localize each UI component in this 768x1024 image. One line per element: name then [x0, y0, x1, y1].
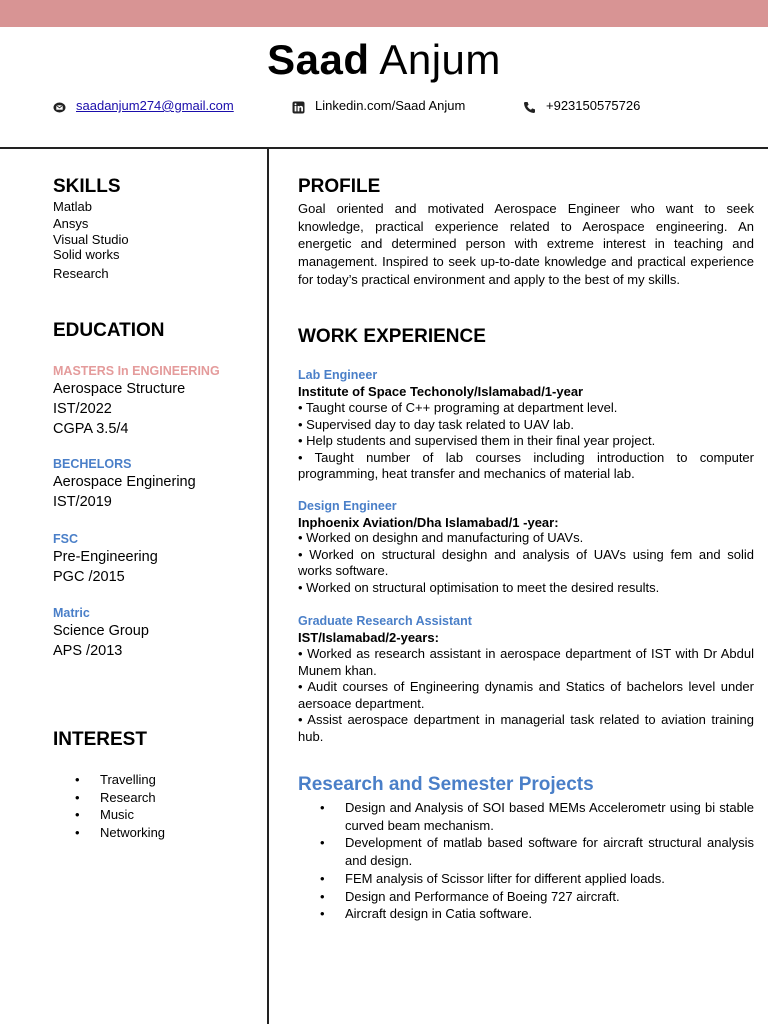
- contact-email: [53, 96, 234, 116]
- job-organization: IST/Islamabad/2-years:: [298, 630, 439, 645]
- job-bullet: • Assist aerospace department in managerial task related to aviation training hub.: [298, 712, 754, 744]
- job-bullet: • Supervised day to day task related to UAV lab.: [298, 416, 575, 432]
- interest-item: • Research: [53, 789, 258, 807]
- interest-item: • Networking: [53, 824, 258, 842]
- job-bullet: • Help students and supervised them in their final year project.: [298, 433, 656, 449]
- job-bullet: • Taught number of lab courses including introduction to computer programming, heat transfer and mechanics of material lab.: [298, 449, 754, 482]
- project-item: • Aircraft design in Catia software.: [298, 905, 754, 923]
- skill-item: Matlab: [53, 199, 93, 214]
- education-degree-title: MASTERS In ENGINEERING: [53, 364, 220, 378]
- job-details: [298, 646, 754, 746]
- interest-list: [53, 771, 258, 841]
- project-item: • FEM analysis of Scissor lifter for different applied loads.: [298, 870, 754, 888]
- job-details: [298, 400, 754, 483]
- contact-phone: [523, 96, 640, 116]
- contact-linkedin: [292, 96, 465, 116]
- linkedin-icon: [292, 100, 305, 113]
- interest-item: • Music: [53, 806, 258, 824]
- skill-item: Research: [53, 266, 109, 281]
- phone-icon: [523, 100, 536, 113]
- projects-list: [298, 799, 754, 923]
- job-bullet: • Worked on structural desighn and analysis of UAVs using fem and solid works software.: [298, 546, 754, 579]
- skill-item: Ansys: [53, 216, 89, 231]
- first-name: Saad: [267, 36, 370, 83]
- project-item: • Design and Performance of Boeing 727 aircraft.: [298, 888, 754, 906]
- job-details: [298, 530, 754, 596]
- project-item: • Design and Analysis of SOI based MEMs Accelerometr using bi stable curved beam mechanism.: [298, 799, 754, 834]
- education-degree-title: Matric: [53, 606, 90, 620]
- education-line: IST/2019: [53, 494, 112, 510]
- job-organization: Inphoenix Aviation/Dha Islamabad/1 -year:: [298, 515, 559, 530]
- skill-item: Solid works: [53, 247, 120, 262]
- email-link[interactable]: saadanjum274@gmail.com: [76, 98, 234, 113]
- projects-heading: Research and Semester Projects: [298, 774, 594, 795]
- top-color-bar: [0, 0, 768, 27]
- education-line: Aerospace Structure: [53, 381, 186, 397]
- education-line: PGC /2015: [53, 569, 125, 585]
- linkedin-text[interactable]: Linkedin.com/Saad Anjum: [315, 98, 466, 113]
- profile-text: Goal oriented and motivated Aerospace Engineer who want to seek knowledge, practical experience related to Aerospace engineering. An energetic and determined person with extreme interest in teaching and management. Inspired to seek up-to-date knowledge and practical experience for today’s practical environment and apply to the best of my skills.: [298, 201, 754, 287]
- job-bullet: • Worked on desighn and manufacturing of UAVs.: [298, 530, 584, 545]
- job-title: Lab Engineer: [298, 368, 378, 382]
- skill-item: Visual Studio: [53, 232, 129, 247]
- education-line: Pre-Engineering: [53, 549, 158, 565]
- project-item: • Development of matlab based software for aircraft structural analysis and design.: [298, 834, 754, 869]
- profile-heading: PROFILE: [298, 176, 381, 197]
- education-line: APS /2013: [53, 643, 123, 659]
- interest-item: • Travelling: [53, 771, 258, 789]
- education-degree-title: FSC: [53, 532, 78, 546]
- interest-heading: INTEREST: [53, 729, 147, 750]
- education-heading: EDUCATION: [53, 320, 165, 341]
- job-bullet: • Worked as research assistant in aerospace department of IST with Dr Abdul Munem khan.: [298, 646, 754, 678]
- column-divider: [267, 148, 269, 1024]
- job-bullet: • Taught course of C++ programing at department level.: [298, 400, 618, 415]
- envelope-icon: [53, 100, 66, 113]
- education-degree-title: BECHELORS: [53, 457, 132, 471]
- education-line: Science Group: [53, 623, 149, 639]
- header-divider: [0, 147, 768, 149]
- job-organization: Institute of Space Techonoly/Islamabad/1-year: [298, 384, 584, 399]
- phone-text: +923150575726: [546, 98, 641, 113]
- education-line: CGPA 3.5/4: [53, 421, 129, 437]
- education-line: Aerospace Enginering: [53, 474, 196, 490]
- page-title: [0, 33, 768, 87]
- job-bullet: • Worked on structural optimisation to meet the desired results.: [298, 579, 660, 595]
- education-line: IST/2022: [53, 401, 112, 417]
- skills-heading: SKILLS: [53, 176, 121, 197]
- job-bullet: • Audit courses of Engineering dynamis and Statics of bachelors level under aersoace department.: [298, 679, 754, 711]
- work-heading: WORK EXPERIENCE: [298, 326, 486, 347]
- job-title: Design Engineer: [298, 499, 397, 513]
- job-title: Graduate Research Assistant: [298, 614, 472, 628]
- last-name: Anjum: [379, 36, 501, 83]
